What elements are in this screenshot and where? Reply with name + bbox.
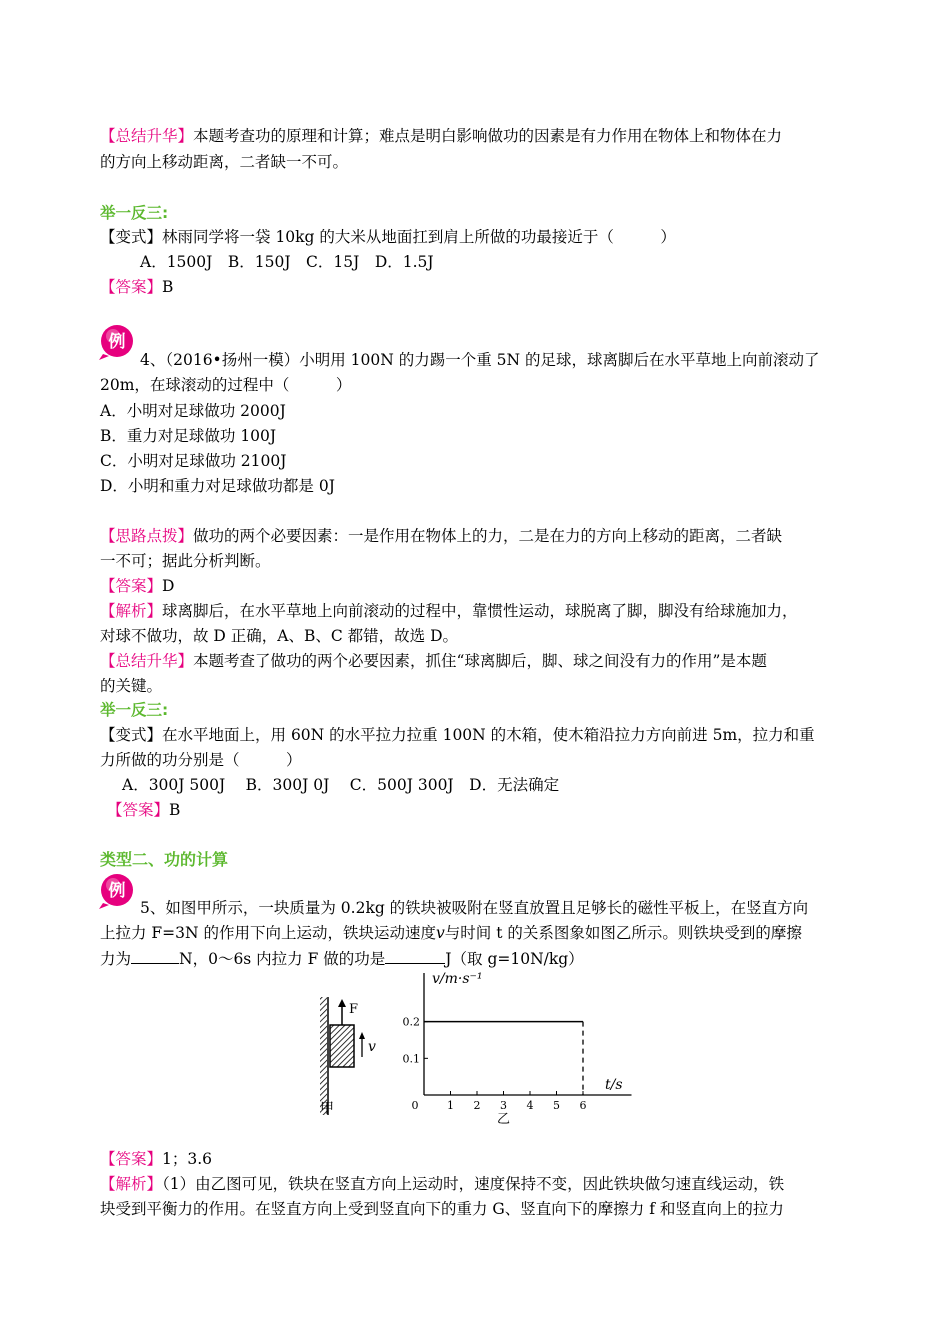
summary-text-l1: 本题考查功的原理和计算；难点是明白影响做功的因素是有力作用在物体上和物体在力 — [193, 127, 783, 145]
hint-text-l2: 一不可；据此分析判断。 — [100, 552, 271, 570]
section-heading: 类型二、功的计算 — [100, 850, 229, 869]
variant-2-options: A．300J 500J B．300J 0J C．500J 300J D．无法确定 — [122, 776, 560, 794]
example4-hint — [100, 526, 782, 546]
answer-value: 1；3.6 — [162, 1150, 213, 1168]
summary-text-l2: 的方向上移动距离，二者缺一不可。 — [100, 153, 349, 171]
example-badge-icon — [97, 873, 137, 909]
answer-blank[interactable] — [131, 949, 179, 964]
label-yi: 乙 — [496, 1112, 511, 1125]
chart-labels — [403, 971, 623, 1125]
example4-summary — [100, 651, 767, 671]
answer-1 — [100, 277, 173, 297]
analysis-text-l2: 对球不做功，故 D 正确，A、B、C 都错，故选 D。 — [100, 627, 459, 645]
variant-2 — [100, 725, 815, 745]
figure-jia — [318, 995, 390, 1125]
summary-text-l1: 本题考查了做功的两个必要因素，抓住“球离脚后，脚、球之间没有力的作用”是本题 — [193, 652, 767, 670]
answer-value: B — [169, 801, 181, 819]
velocity-label: v — [368, 1039, 376, 1055]
example5-stem-l2 — [100, 923, 802, 943]
example4-stem-l1: 4、（2016•扬州一模）小明用 100N 的力踢一个重 5N 的足球，球离脚后在水平草地上向前滚动了 — [140, 351, 820, 369]
x-tick-label: 2 — [473, 1099, 481, 1112]
answer-blank[interactable] — [385, 949, 445, 964]
example4-answer — [100, 576, 174, 596]
variant-text-l1: 在水平地面上，用 60N 的水平拉力拉重 100N 的木箱，使木箱沿拉力方向前进 5m，拉力和重 — [162, 726, 815, 744]
answer-tag: 【答案】 — [100, 577, 163, 595]
wall — [320, 997, 327, 1115]
svg-text:例: 例 — [108, 332, 126, 352]
analogy-heading-1: 举一反三: — [100, 204, 169, 222]
analysis-text-l2: 块受到平衡力的作用。在竖直方向上受到竖直向下的重力 G、竖直向下的摩擦力 f 和竖直向上的拉力 — [100, 1200, 784, 1218]
variant-tag: 【变式】 — [100, 726, 163, 744]
example-badge-icon — [97, 324, 137, 360]
example4-stem-l2: 20m，在球滚动的过程中（ ） — [100, 376, 352, 394]
hint-text-l1: 做功的两个必要因素：一是作用在物体上的力，二是在力的方向上移动的距离，二者缺 — [193, 527, 783, 545]
y-tick-label: 0.1 — [402, 1052, 420, 1066]
analysis-tag: 【解析】 — [100, 1175, 163, 1193]
answer-tag: 【答案】 — [100, 278, 163, 296]
stem-text: N，0～6s 内拉力 F 做的功是 — [179, 950, 386, 968]
x-tick-label: 1 — [447, 1099, 454, 1112]
summary-tag: 【总结升华】 — [100, 127, 194, 145]
analysis-tag: 【解析】 — [100, 602, 163, 620]
variant-tag: 【变式】 — [100, 228, 163, 246]
label-jia: 甲 — [320, 1101, 334, 1117]
answer-tag: 【答案】 — [107, 801, 170, 819]
answer-tag: 【答案】 — [100, 1150, 163, 1168]
stem-text: 上拉力 F=3N 的作用下向上运动，铁块运动速度 — [100, 924, 437, 942]
example4-analysis — [100, 601, 798, 621]
stem-text: 力为 — [100, 950, 132, 968]
variant-2-answer — [107, 800, 180, 820]
example4-option-b: B．重力对足球做功 100J — [100, 427, 277, 445]
chart-axes — [424, 973, 632, 1095]
answer-value: B — [162, 278, 174, 296]
x-tick-label: 4 — [526, 1099, 534, 1112]
velocity-symbol: v — [436, 924, 445, 942]
y-tick-label: 0.2 — [402, 1015, 420, 1029]
x-tick-label: 0 — [411, 1099, 419, 1112]
variant-text-l2: 力所做的功分别是（ ） — [100, 751, 302, 769]
x-axis-label: t/s — [605, 1077, 623, 1093]
x-tick-label: 6 — [579, 1099, 587, 1112]
example5-analysis — [100, 1174, 784, 1194]
iron-block — [330, 1025, 354, 1067]
figure-yi-vt-chart — [390, 965, 650, 1125]
example4-option-d: D．小明和重力对足球做功都是 0J — [100, 477, 335, 495]
y-axis-label: v/m·s⁻¹ — [432, 971, 483, 987]
example4-option-a: A．小明对足球做功 2000J — [100, 402, 286, 420]
analysis-text-l1: 球离脚后，在水平草地上向前滚动的过程中，靠惯性运动，球脱离了脚，脚没有给球施加力， — [162, 602, 798, 620]
example5-stem-l1: 5、如图甲所示，一块质量为 0.2kg 的铁块被吸附在竖直放置且足够长的磁性平板上，在竖直方向 — [140, 899, 809, 917]
analogy-heading-2: 举一反三: — [100, 701, 169, 719]
example4-option-c: C．小明对足球做功 2100J — [100, 452, 287, 470]
stem-text: J（取 g=10N/kg） — [445, 950, 584, 968]
force-label: F — [349, 1002, 359, 1017]
analysis-text-l1: （1）由乙图可见，铁块在竖直方向上运动时，速度保持不变，因此铁块做匀速直线运动，铁 — [162, 1175, 785, 1193]
summary-text-l2: 的关键。 — [100, 677, 163, 695]
x-tick-label: 3 — [500, 1099, 507, 1112]
example5-answer — [100, 1149, 212, 1169]
variant-1-options: A．1500J B．150J C．15J D．1.5J — [140, 253, 434, 271]
variant-1 — [100, 227, 676, 247]
variant-text: 林雨同学将一袋 10kg 的大米从地面扛到肩上所做的功最接近于（ ） — [162, 228, 676, 246]
svg-text:例: 例 — [108, 881, 126, 901]
summary-paragraph-1 — [100, 126, 782, 146]
summary-tag: 【总结升华】 — [100, 652, 194, 670]
answer-value: D — [162, 577, 175, 595]
hint-tag: 【思路点拨】 — [100, 527, 194, 545]
x-tick-label: 5 — [553, 1099, 560, 1112]
chart-marks — [424, 1022, 583, 1095]
stem-text: 与时间 t 的关系图象如图乙所示。则铁块受到的摩擦 — [444, 924, 802, 942]
